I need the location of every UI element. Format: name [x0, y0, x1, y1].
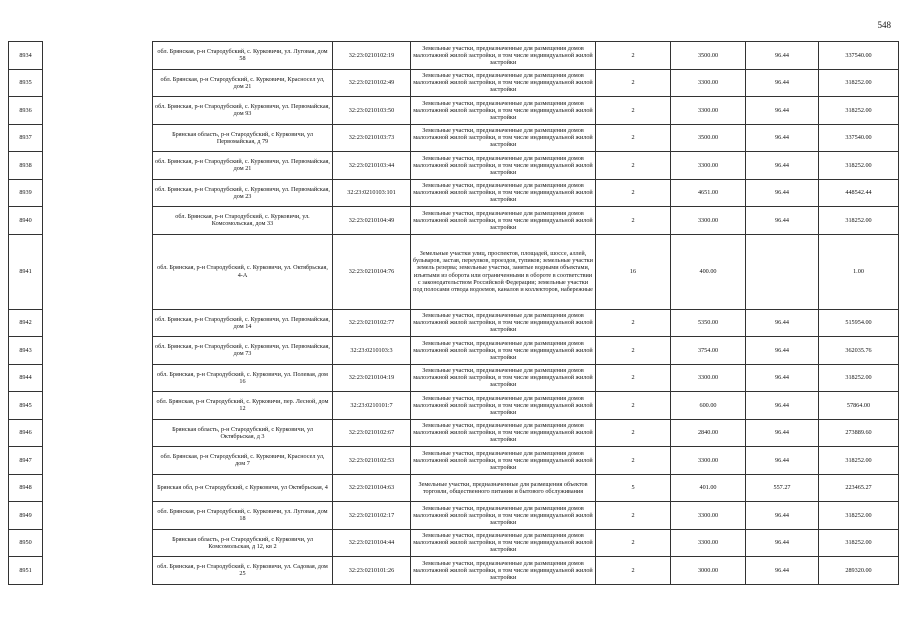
- specific-value-cell: 557.27: [746, 474, 819, 502]
- specific-value-cell: 96.44: [746, 392, 819, 420]
- table-row: [9, 392, 899, 420]
- cadastral-number-cell: 32:23:0210104:63: [333, 474, 411, 502]
- empty-gap-cell: [43, 69, 153, 97]
- address-cell: Брянская область, р-н Стародубский, с Курковичи, ул Октябрьская, д 3: [153, 419, 333, 447]
- land-use-cell: Земельные участки, предназначенные для размещения домов малоэтажной жилой застройки, в том числе индивидуальной жилой застройки: [411, 152, 596, 180]
- cadastral-number-cell: 32:23:0210102:19: [333, 42, 411, 70]
- land-use-cell: Земельные участки, предназначенные для размещения домов малоэтажной жилой застройки, в том числе индивидуальной жилой застройки: [411, 179, 596, 207]
- row-number: 8949: [9, 502, 43, 530]
- area-cell: 400.00: [671, 234, 746, 309]
- area-cell: 3300.00: [671, 152, 746, 180]
- group-cell: 2: [596, 502, 671, 530]
- area-cell: 3300.00: [671, 207, 746, 235]
- cadastral-number-cell: 32:23:0210102:53: [333, 447, 411, 475]
- cadastral-value-cell: 318252.00: [819, 529, 899, 557]
- row-number: 8951: [9, 557, 43, 585]
- cadastral-value-cell: 318252.00: [819, 502, 899, 530]
- cadastral-value-cell: 318252.00: [819, 207, 899, 235]
- land-use-cell: Земельные участки, предназначенные для размещения домов малоэтажной жилой застройки, в том числе индивидуальной жилой застройки: [411, 502, 596, 530]
- land-use-cell: Земельные участки, предназначенные для размещения объектов торговли, общественного питания и бытового обслуживания: [411, 474, 596, 502]
- group-cell: 2: [596, 529, 671, 557]
- row-number: 8948: [9, 474, 43, 502]
- row-number: 8944: [9, 364, 43, 392]
- empty-gap-cell: [43, 447, 153, 475]
- group-cell: 2: [596, 309, 671, 337]
- group-cell: 2: [596, 69, 671, 97]
- cadastral-number-cell: 32:23:0210103:44: [333, 152, 411, 180]
- specific-value-cell: 96.44: [746, 179, 819, 207]
- specific-value-cell: 96.44: [746, 529, 819, 557]
- land-use-cell: Земельные участки, предназначенные для размещения домов малоэтажной жилой застройки, в том числе индивидуальной жилой застройки: [411, 124, 596, 152]
- area-cell: 600.00: [671, 392, 746, 420]
- specific-value-cell: 96.44: [746, 419, 819, 447]
- group-cell: 2: [596, 364, 671, 392]
- cadastral-value-cell: 57864.00: [819, 392, 899, 420]
- group-cell: 2: [596, 97, 671, 125]
- row-number: 8950: [9, 529, 43, 557]
- cadastral-number-cell: 32:23:0210102:17: [333, 502, 411, 530]
- table-row: [9, 557, 899, 585]
- group-cell: 2: [596, 179, 671, 207]
- cadastral-number-cell: 32:23:0210104:49: [333, 207, 411, 235]
- specific-value-cell: 96.44: [746, 502, 819, 530]
- address-cell: обл. Брянская, р-н Стародубский, с. Курковичи, ул. Первомайская, дом 73: [153, 337, 333, 365]
- table-row: [9, 447, 899, 475]
- land-use-cell: Земельные участки, предназначенные для размещения домов малоэтажной жилой застройки, в том числе индивидуальной жилой застройки: [411, 557, 596, 585]
- area-cell: 3300.00: [671, 529, 746, 557]
- cadastral-number-cell: 32:23:0210103:73: [333, 124, 411, 152]
- address-cell: обл. Брянская, р-н Стародубский, с. Курковичи, ул. Садовая, дом 25: [153, 557, 333, 585]
- table-row: [9, 364, 899, 392]
- table-row: [9, 207, 899, 235]
- address-cell: обл. Брянская, р-н Стародубский, с. Курковичи, ул. Первомайская, дом 93: [153, 97, 333, 125]
- land-use-cell: Земельные участки, предназначенные для размещения домов малоэтажной жилой застройки, в том числе индивидуальной жилой застройки: [411, 529, 596, 557]
- specific-value-cell: 96.44: [746, 447, 819, 475]
- group-cell: 2: [596, 392, 671, 420]
- row-number: 8934: [9, 42, 43, 70]
- land-use-cell: Земельные участки, предназначенные для размещения домов малоэтажной жилой застройки, в том числе индивидуальной жилой застройки: [411, 364, 596, 392]
- area-cell: 4651.00: [671, 179, 746, 207]
- specific-value-cell: 96.44: [746, 97, 819, 125]
- land-use-cell: Земельные участки, предназначенные для размещения домов малоэтажной жилой застройки, в том числе индивидуальной жилой застройки: [411, 392, 596, 420]
- group-cell: 2: [596, 337, 671, 365]
- area-cell: 3300.00: [671, 502, 746, 530]
- empty-gap-cell: [43, 207, 153, 235]
- cadastral-number-cell: 32:23:0210104:76: [333, 234, 411, 309]
- table-row: [9, 337, 899, 365]
- row-number: 8945: [9, 392, 43, 420]
- cadastral-value-table: [8, 41, 899, 585]
- cadastral-value-cell: 318252.00: [819, 152, 899, 180]
- specific-value-cell: 96.44: [746, 364, 819, 392]
- group-cell: 5: [596, 474, 671, 502]
- row-number: 8943: [9, 337, 43, 365]
- specific-value-cell: 96.44: [746, 557, 819, 585]
- row-number: 8941: [9, 234, 43, 309]
- cadastral-value-cell: 515954.00: [819, 309, 899, 337]
- cadastral-number-cell: 32:23:0210104:19: [333, 364, 411, 392]
- address-cell: обл. Брянская, р-н Стародубский, с. Курковичи, ул. Первомайская, дом 21: [153, 152, 333, 180]
- table-row: [9, 309, 899, 337]
- table-row: [9, 502, 899, 530]
- cadastral-value-cell: 1.00: [819, 234, 899, 309]
- area-cell: 2840.00: [671, 419, 746, 447]
- row-number: 8938: [9, 152, 43, 180]
- specific-value-cell: 96.44: [746, 309, 819, 337]
- table-row: [9, 419, 899, 447]
- specific-value-cell: 96.44: [746, 124, 819, 152]
- address-cell: обл. Брянская, р-н Стародубский, с. Курковичи, пер. Лесной, дом 12: [153, 392, 333, 420]
- row-number: 8946: [9, 419, 43, 447]
- empty-gap-cell: [43, 502, 153, 530]
- cadastral-value-cell: 289320.00: [819, 557, 899, 585]
- land-use-cell: Земельные участки, предназначенные для размещения домов малоэтажной жилой застройки, в том числе индивидуальной жилой застройки: [411, 419, 596, 447]
- row-number: 8947: [9, 447, 43, 475]
- row-number: 8937: [9, 124, 43, 152]
- area-cell: 401.00: [671, 474, 746, 502]
- row-number: 8935: [9, 69, 43, 97]
- address-cell: обл. Брянская, р-н Стародубский, с. Курковичи, ул. Первомайская, дом 23: [153, 179, 333, 207]
- empty-gap-cell: [43, 474, 153, 502]
- area-cell: 3300.00: [671, 447, 746, 475]
- group-cell: 2: [596, 447, 671, 475]
- area-cell: 3300.00: [671, 97, 746, 125]
- table-row: [9, 124, 899, 152]
- empty-gap-cell: [43, 364, 153, 392]
- cadastral-value-cell: 318252.00: [819, 97, 899, 125]
- address-cell: Брянская область, р-н Стародубский, с Курковичи, ул Комсомольская, д 12, кв 2: [153, 529, 333, 557]
- empty-gap-cell: [43, 152, 153, 180]
- table-row: [9, 97, 899, 125]
- specific-value-cell: 96.44: [746, 42, 819, 70]
- area-cell: 5350.00: [671, 309, 746, 337]
- land-use-cell: Земельные участки, предназначенные для размещения домов малоэтажной жилой застройки, в том числе индивидуальной жилой застройки: [411, 69, 596, 97]
- address-cell: обл. Брянская, р-н Стародубский, с. Курковичи, ул. Луговая, дом 58: [153, 42, 333, 70]
- land-use-cell: Земельные участки, предназначенные для размещения домов малоэтажной жилой застройки, в том числе индивидуальной жилой застройки: [411, 309, 596, 337]
- table-row: [9, 529, 899, 557]
- area-cell: 3300.00: [671, 69, 746, 97]
- table-row: [9, 179, 899, 207]
- group-cell: 2: [596, 124, 671, 152]
- land-use-cell: Земельные участки, предназначенные для размещения домов малоэтажной жилой застройки, в том числе индивидуальной жилой застройки: [411, 42, 596, 70]
- table-row: [9, 474, 899, 502]
- cadastral-value-cell: 448542.44: [819, 179, 899, 207]
- cadastral-number-cell: 32:23:0210103:3: [333, 337, 411, 365]
- group-cell: 2: [596, 42, 671, 70]
- cadastral-number-cell: 32:23:0210104:44: [333, 529, 411, 557]
- empty-gap-cell: [43, 309, 153, 337]
- area-cell: 3300.00: [671, 364, 746, 392]
- cadastral-value-cell: 318252.00: [819, 364, 899, 392]
- table-row: [9, 42, 899, 70]
- cadastral-number-cell: 32:23:0210101:26: [333, 557, 411, 585]
- empty-gap-cell: [43, 124, 153, 152]
- land-use-cell: Земельные участки, предназначенные для размещения домов малоэтажной жилой застройки, в том числе индивидуальной жилой застройки: [411, 447, 596, 475]
- empty-gap-cell: [43, 97, 153, 125]
- empty-gap-cell: [43, 337, 153, 365]
- address-cell: обл. Брянская, р-н Стародубский, с. Курковичи, Красносел ул, дом 21: [153, 69, 333, 97]
- cadastral-value-cell: 318252.00: [819, 69, 899, 97]
- area-cell: 3754.00: [671, 337, 746, 365]
- specific-value-cell: 96.44: [746, 337, 819, 365]
- cadastral-value-cell: 362035.76: [819, 337, 899, 365]
- land-use-cell: Земельные участки, предназначенные для размещения домов малоэтажной жилой застройки, в том числе индивидуальной жилой застройки: [411, 337, 596, 365]
- specific-value-cell: 96.44: [746, 207, 819, 235]
- page-number: 548: [877, 20, 891, 30]
- row-number: 8936: [9, 97, 43, 125]
- specific-value-cell: 96.44: [746, 69, 819, 97]
- specific-value-cell: [746, 234, 819, 309]
- address-cell: обл. Брянская, р-н Стародубский, с. Курковичи, Красносел ул, дом 7: [153, 447, 333, 475]
- cadastral-value-cell: 273889.60: [819, 419, 899, 447]
- address-cell: обл. Брянская, р-н Стародубский, с. Курковичи, ул. Полевая, дом 16: [153, 364, 333, 392]
- cadastral-value-cell: 318252.00: [819, 447, 899, 475]
- empty-gap-cell: [43, 42, 153, 70]
- cadastral-value-cell: 337540.00: [819, 42, 899, 70]
- group-cell: 2: [596, 152, 671, 180]
- area-cell: 3000.00: [671, 557, 746, 585]
- empty-gap-cell: [43, 419, 153, 447]
- cadastral-value-cell: 337540.00: [819, 124, 899, 152]
- land-use-cell: Земельные участки, предназначенные для размещения домов малоэтажной жилой застройки, в том числе индивидуальной жилой застройки: [411, 207, 596, 235]
- cadastral-number-cell: 32:23:0210102:77: [333, 309, 411, 337]
- empty-gap-cell: [43, 179, 153, 207]
- empty-gap-cell: [43, 557, 153, 585]
- land-use-cell: Земельные участки улиц, проспектов, площадей, шоссе, аллей, бульваров, застав, переулков, проездов, тупиков; земельные участки земель резерва; земельные участки, занятые водными объектами, изъятыми из оборота или ограниченными в обороте в соответствии с законодательством Российской Федерации; земельные участки под полосами отвода водоемов, каналов и коллекторов, набережные: [411, 234, 596, 309]
- cadastral-number-cell: 32:23:0210103:101: [333, 179, 411, 207]
- area-cell: 3500.00: [671, 42, 746, 70]
- empty-gap-cell: [43, 529, 153, 557]
- table-row: [9, 234, 899, 309]
- cadastral-number-cell: 32:23:0210103:50: [333, 97, 411, 125]
- cadastral-number-cell: 32:23:0210101:7: [333, 392, 411, 420]
- empty-gap-cell: [43, 392, 153, 420]
- table-row: [9, 152, 899, 180]
- group-cell: 16: [596, 234, 671, 309]
- address-cell: Брянская область, р-н Стародубский, с Курковичи, ул Первомайская, д 79: [153, 124, 333, 152]
- row-number: 8940: [9, 207, 43, 235]
- row-number: 8939: [9, 179, 43, 207]
- address-cell: обл. Брянская, р-н Стародубский, с. Курковичи, ул. Комсомольская, дом 33: [153, 207, 333, 235]
- table-row: [9, 69, 899, 97]
- address-cell: обл. Брянская, р-н Стародубский, с. Курковичи, ул. Первомайская, дом 14: [153, 309, 333, 337]
- group-cell: 2: [596, 557, 671, 585]
- land-use-cell: Земельные участки, предназначенные для размещения домов малоэтажной жилой застройки, в том числе индивидуальной жилой застройки: [411, 97, 596, 125]
- specific-value-cell: 96.44: [746, 152, 819, 180]
- address-cell: обл. Брянская, р-н Стародубский, с. Курковичи, ул. Октябрьская, 4-А: [153, 234, 333, 309]
- cadastral-number-cell: 32:23:0210102:49: [333, 69, 411, 97]
- cadastral-number-cell: 32:23:0210102:67: [333, 419, 411, 447]
- address-cell: обл. Брянская, р-н Стародубский, с. Курковичи, ул. Луговая, дом 18: [153, 502, 333, 530]
- group-cell: 2: [596, 419, 671, 447]
- group-cell: 2: [596, 207, 671, 235]
- row-number: 8942: [9, 309, 43, 337]
- area-cell: 3500.00: [671, 124, 746, 152]
- address-cell: Брянская обл, р-н Стародубский, с Курковичи, ул Октябрьская, 4: [153, 474, 333, 502]
- cadastral-value-cell: 223465.27: [819, 474, 899, 502]
- empty-gap-cell: [43, 234, 153, 309]
